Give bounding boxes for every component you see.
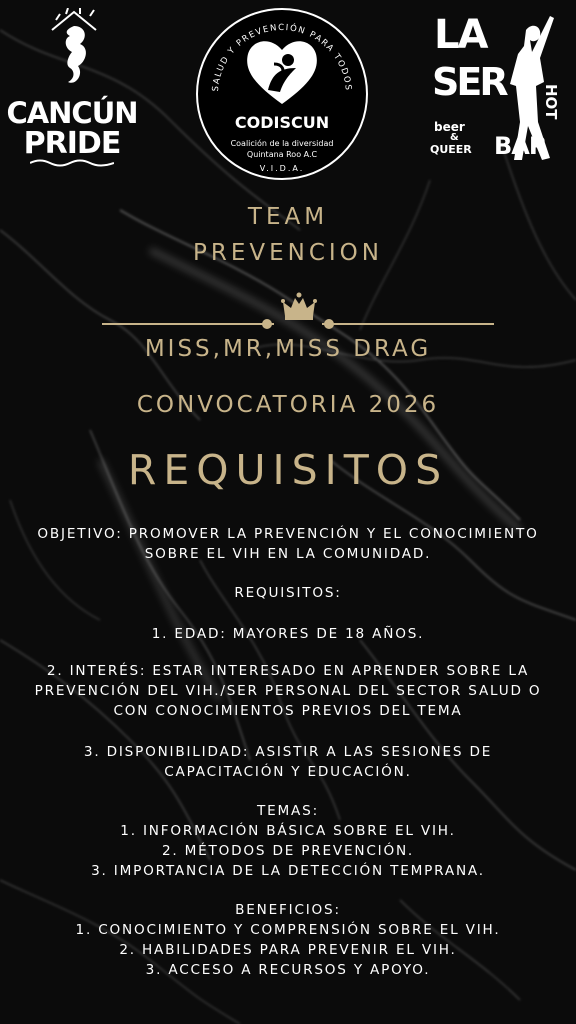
requirement-age — [4, 624, 572, 644]
requirement-line: 2. INTERÉS: ESTAR INTERESADO EN APRENDER SOBRE LA — [46, 663, 530, 679]
beneficios-section — [4, 900, 572, 980]
laser-ser-text: SER — [432, 60, 506, 104]
laser-hot-text: HOT — [542, 84, 560, 120]
categories-heading: MISS,MR,MISS DRAG — [144, 336, 432, 362]
requirement-availability — [4, 742, 572, 782]
cancun-pride-logo — [2, 8, 142, 168]
laser-queer-text: QUEER — [430, 143, 472, 156]
codiscun-subtitle-2: Quintana Roo A.C — [246, 150, 318, 159]
codiscun-logo — [196, 8, 368, 180]
crown-icon — [275, 290, 323, 326]
codiscun-subtitle-3: V.I.D.A. — [259, 164, 305, 173]
svg-text:SALUD Y PREVENCIÓN PARA TODOS: SALUD Y PREVENCIÓN PARA TODOS — [210, 22, 354, 92]
requirement-line: 3. DISPONIBILIDAD: ASISTIR A LAS SESIONES DE — [83, 744, 493, 760]
divider-ornament-left — [262, 319, 272, 329]
requirement-line: CON CONOCIMIENTOS PREVIOS DEL TEMA — [113, 703, 463, 719]
temas-heading: TEMAS: — [257, 803, 319, 819]
convocatoria-heading: CONVOCATORIA 2026 — [136, 392, 440, 418]
cancun-logo-text: CANCÚN — [6, 96, 138, 130]
requirement-line: 1. EDAD: MAYORES DE 18 AÑOS. — [151, 626, 425, 642]
beneficios-heading: BENEFICIOS: — [235, 902, 341, 918]
page-title: REQUISITOS — [127, 446, 449, 494]
requisitos-heading — [4, 583, 572, 603]
list-item: 2. HABILIDADES PARA PREVENIR EL VIH. — [119, 942, 457, 958]
divider-ornament-right — [324, 319, 334, 329]
objective-line: OBJETIVO: PROMOVER LA PREVENCIÓN Y EL CONOCIMIENTO — [37, 526, 539, 542]
list-item: 3. IMPORTANCIA DE LA DETECCIÓN TEMPRANA. — [91, 863, 485, 879]
wave-icon — [30, 158, 114, 168]
pride-logo-text: PRIDE — [23, 126, 121, 161]
divider-line-left — [102, 323, 274, 325]
la-ser-hot-bar-logo — [430, 12, 570, 162]
team-heading-line2: PREVENCION — [192, 240, 383, 266]
laser-beer-text: beer — [434, 120, 465, 134]
seahorse-icon — [46, 8, 102, 98]
codiscun-name: CODISCUN — [234, 113, 330, 132]
requisitos-heading-text: REQUISITOS: — [234, 585, 342, 601]
requirement-line: CAPACITACIÓN Y EDUCACIÓN. — [164, 764, 412, 780]
list-item: 2. MÉTODOS DE PREVENCIÓN. — [161, 843, 415, 859]
laser-bar-text: BAR — [494, 132, 547, 160]
temas-section — [4, 801, 572, 881]
requirement-interest — [4, 661, 572, 721]
divider-line-right — [322, 323, 494, 325]
list-item: 3. ACCESO A RECURSOS Y APOYO. — [145, 962, 431, 978]
objective-paragraph — [4, 524, 572, 564]
objective-line: SOBRE EL VIH EN LA COMUNIDAD. — [144, 546, 432, 562]
laser-la-text: LA — [434, 12, 487, 58]
list-item: 1. CONOCIMIENTO Y COMPRENSIÓN SOBRE EL VIH. — [75, 922, 501, 938]
laser-amp-text: & — [450, 132, 459, 143]
heart-icon — [244, 34, 320, 108]
requirement-line: PREVENCIÓN DEL VIH./SER PERSONAL DEL SECTOR SALUD O — [34, 683, 542, 699]
list-item: 1. INFORMACIÓN BÁSICA SOBRE EL VIH. — [120, 823, 456, 839]
team-heading-line1: TEAM — [247, 204, 329, 230]
codiscun-subtitle-1: Coalición de la diversidad — [230, 139, 334, 148]
